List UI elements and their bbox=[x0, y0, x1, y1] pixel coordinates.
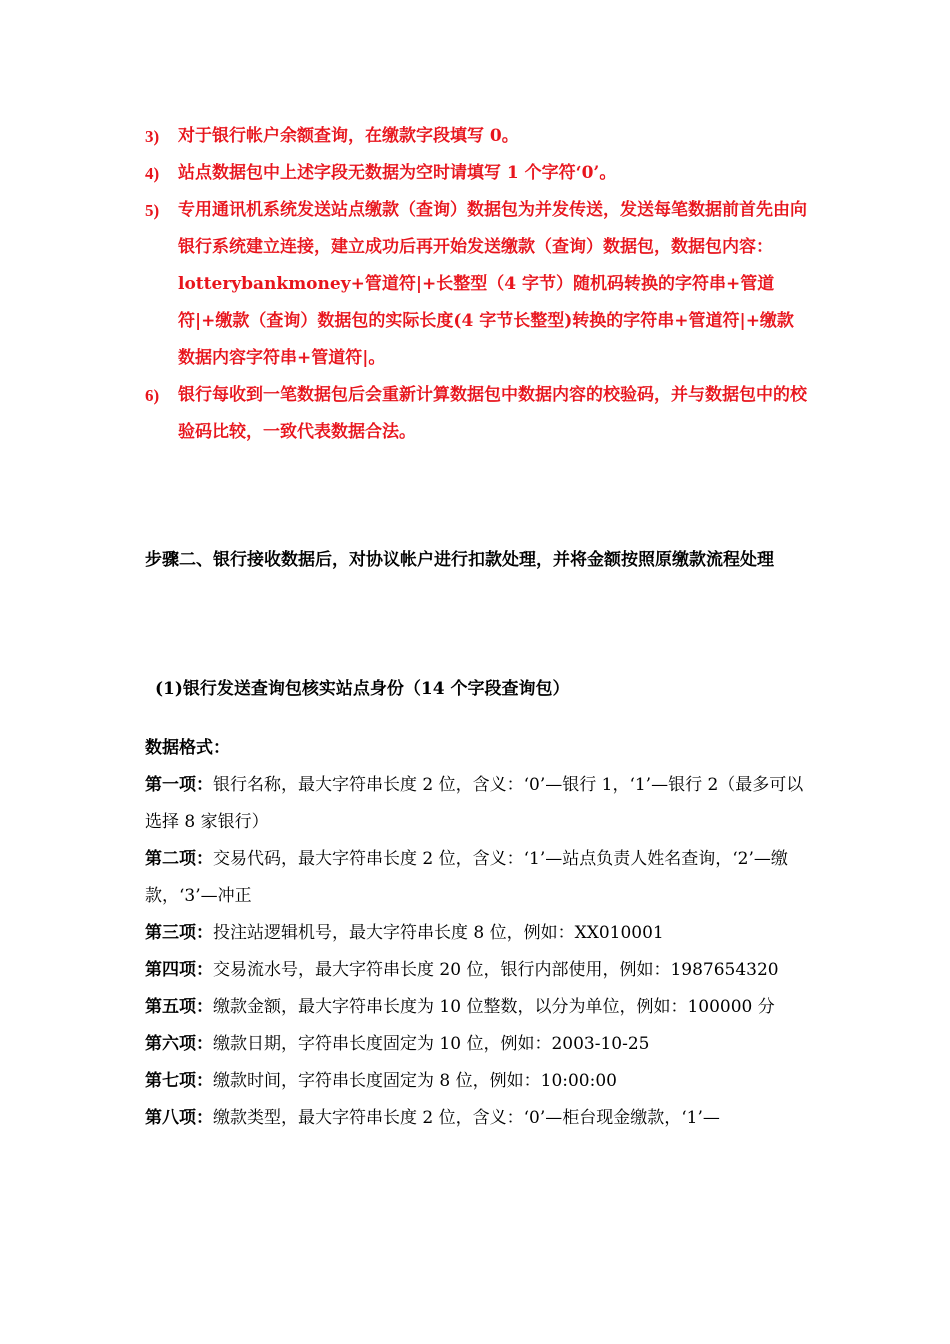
field-label: 第五项： bbox=[145, 997, 213, 1017]
field-label: 第三项： bbox=[145, 923, 213, 943]
field-description: 投注站逻辑机号，最大字符串长度 8 位，例如：XX010001 bbox=[213, 923, 664, 943]
note-text: 对于银行帐户余额查询，在缴款字段填写 0。 bbox=[178, 126, 519, 146]
field-item-5 bbox=[145, 989, 817, 1026]
field-item-6 bbox=[145, 1026, 817, 1063]
note-text: 银行每收到一笔数据包后会重新计算数据包中数据内容的校验码，并与数据包中的校验码比较，一致代表数据合法。 bbox=[178, 385, 807, 442]
note-number: 3) bbox=[145, 127, 160, 146]
field-description: 交易代码，最大字符串长度 2 位，含义：‘1’—站点负责人姓名查询，‘2’—缴款，‘3’—冲正 bbox=[145, 849, 788, 906]
field-description: 银行名称，最大字符串长度 2 位，含义：‘0’—银行 1，‘1’—银行 2（最多可以选择 8 家银行） bbox=[145, 775, 804, 832]
note-number: 5) bbox=[145, 201, 160, 220]
field-label: 第八项： bbox=[145, 1108, 213, 1128]
note-text: 站点数据包中上述字段无数据为空时请填写 1 个字符‘0’。 bbox=[178, 163, 617, 183]
field-item-8 bbox=[145, 1100, 817, 1137]
field-list bbox=[145, 767, 817, 1137]
step-two-heading: 步骤二、银行接收数据后，对协议帐户进行扣款处理，并将金额按照原缴款流程处理 bbox=[145, 550, 774, 570]
field-description: 缴款时间，字符串长度固定为 8 位，例如：10:00:00 bbox=[213, 1071, 617, 1091]
field-label: 第七项： bbox=[145, 1071, 213, 1091]
field-label: 第二项： bbox=[145, 849, 213, 869]
note-number: 4) bbox=[145, 164, 160, 183]
field-item-1 bbox=[145, 767, 817, 841]
note-item-6 bbox=[145, 377, 810, 451]
field-description: 缴款日期，字符串长度固定为 10 位，例如：2003-10-25 bbox=[213, 1034, 650, 1054]
field-item-7 bbox=[145, 1063, 817, 1100]
field-item-4 bbox=[145, 952, 817, 989]
field-description: 缴款类型，最大字符串长度 2 位，含义：‘0’—柜台现金缴款，‘1’— bbox=[213, 1108, 720, 1128]
query-packet-subheading: (1)银行发送查询包核实站点身份（14 个字段查询包） bbox=[155, 679, 570, 699]
note-text: 专用通讯机系统发送站点缴款（查询）数据包为并发传送，发送每笔数据前首先由向银行系统建立连接，建立成功后再开始发送缴款（查询）数据包，数据包内容：lotterybankmoney+管道符|+长整型（4 字节）随机码转换的字符串+管道符|+缴款（查询）数据包的实际长度(4 字节长整型)转换的字符串+管道符|+缴款数据内容字符串+管道符|。 bbox=[178, 200, 807, 368]
field-label: 第四项： bbox=[145, 960, 213, 980]
field-item-2 bbox=[145, 841, 817, 915]
note-item-5 bbox=[145, 192, 810, 377]
data-format-heading: 数据格式： bbox=[145, 738, 230, 758]
note-number: 6) bbox=[145, 386, 160, 405]
red-notes-list bbox=[145, 118, 810, 451]
field-label: 第一项： bbox=[145, 775, 213, 795]
field-item-3 bbox=[145, 915, 817, 952]
field-description: 交易流水号，最大字符串长度 20 位，银行内部使用，例如：1987654320 bbox=[213, 960, 779, 980]
field-description: 缴款金额，最大字符串长度为 10 位整数，以分为单位，例如：100000 分 bbox=[213, 997, 775, 1017]
field-label: 第六项： bbox=[145, 1034, 213, 1054]
note-item-4 bbox=[145, 155, 810, 192]
note-item-3 bbox=[145, 118, 810, 155]
